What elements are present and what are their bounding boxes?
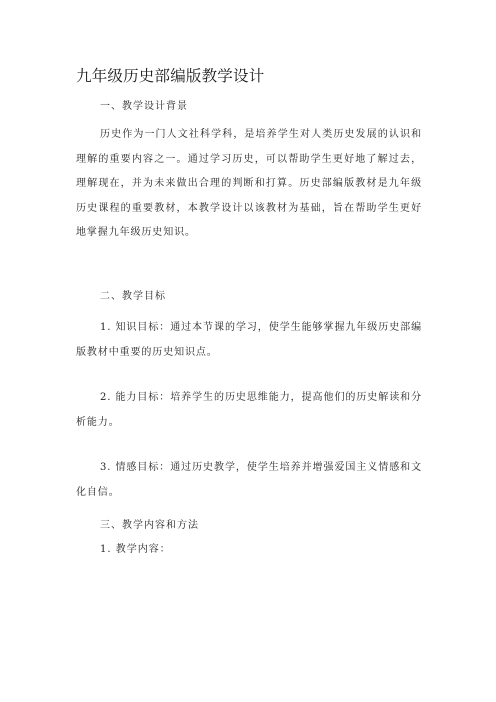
section-heading-content-methods: 三、教学内容和方法 [100, 520, 199, 531]
objective-ability: 2. 能力目标：培养学生的历史思维能力，提高他们的历史解读和分析能力。 [76, 392, 422, 428]
document-title: 九年级历史部编版教学设计 [76, 67, 265, 85]
objective-knowledge: 1. 知识目标：通过本节课的学习，使学生能够掌握九年级历史部编版教材中重要的历史知识点。 [76, 322, 422, 358]
subheading-teaching-content: 1. 教学内容： [100, 544, 171, 555]
section-heading-background: 一、教学设计背景 [100, 101, 188, 112]
objective-emotion: 3. 情感目标：通过历史教学，使学生培养并增强爱国主义情感和文化自信。 [76, 462, 422, 498]
section-heading-objectives: 二、教学目标 [100, 291, 166, 302]
background-paragraph: 历史作为一门人文社科学科，是培养学生对人类历史发展的认识和理解的重要内容之一。通过学习历史，可以帮助学生更好地了解过去，理解现在，并为未来做出合理的判断和打算。历史部编版教材是九年级历史课程的重要教材，本教学设计以该教材为基础，旨在帮助学生更好地掌握九年级历史知识。 [76, 129, 422, 238]
